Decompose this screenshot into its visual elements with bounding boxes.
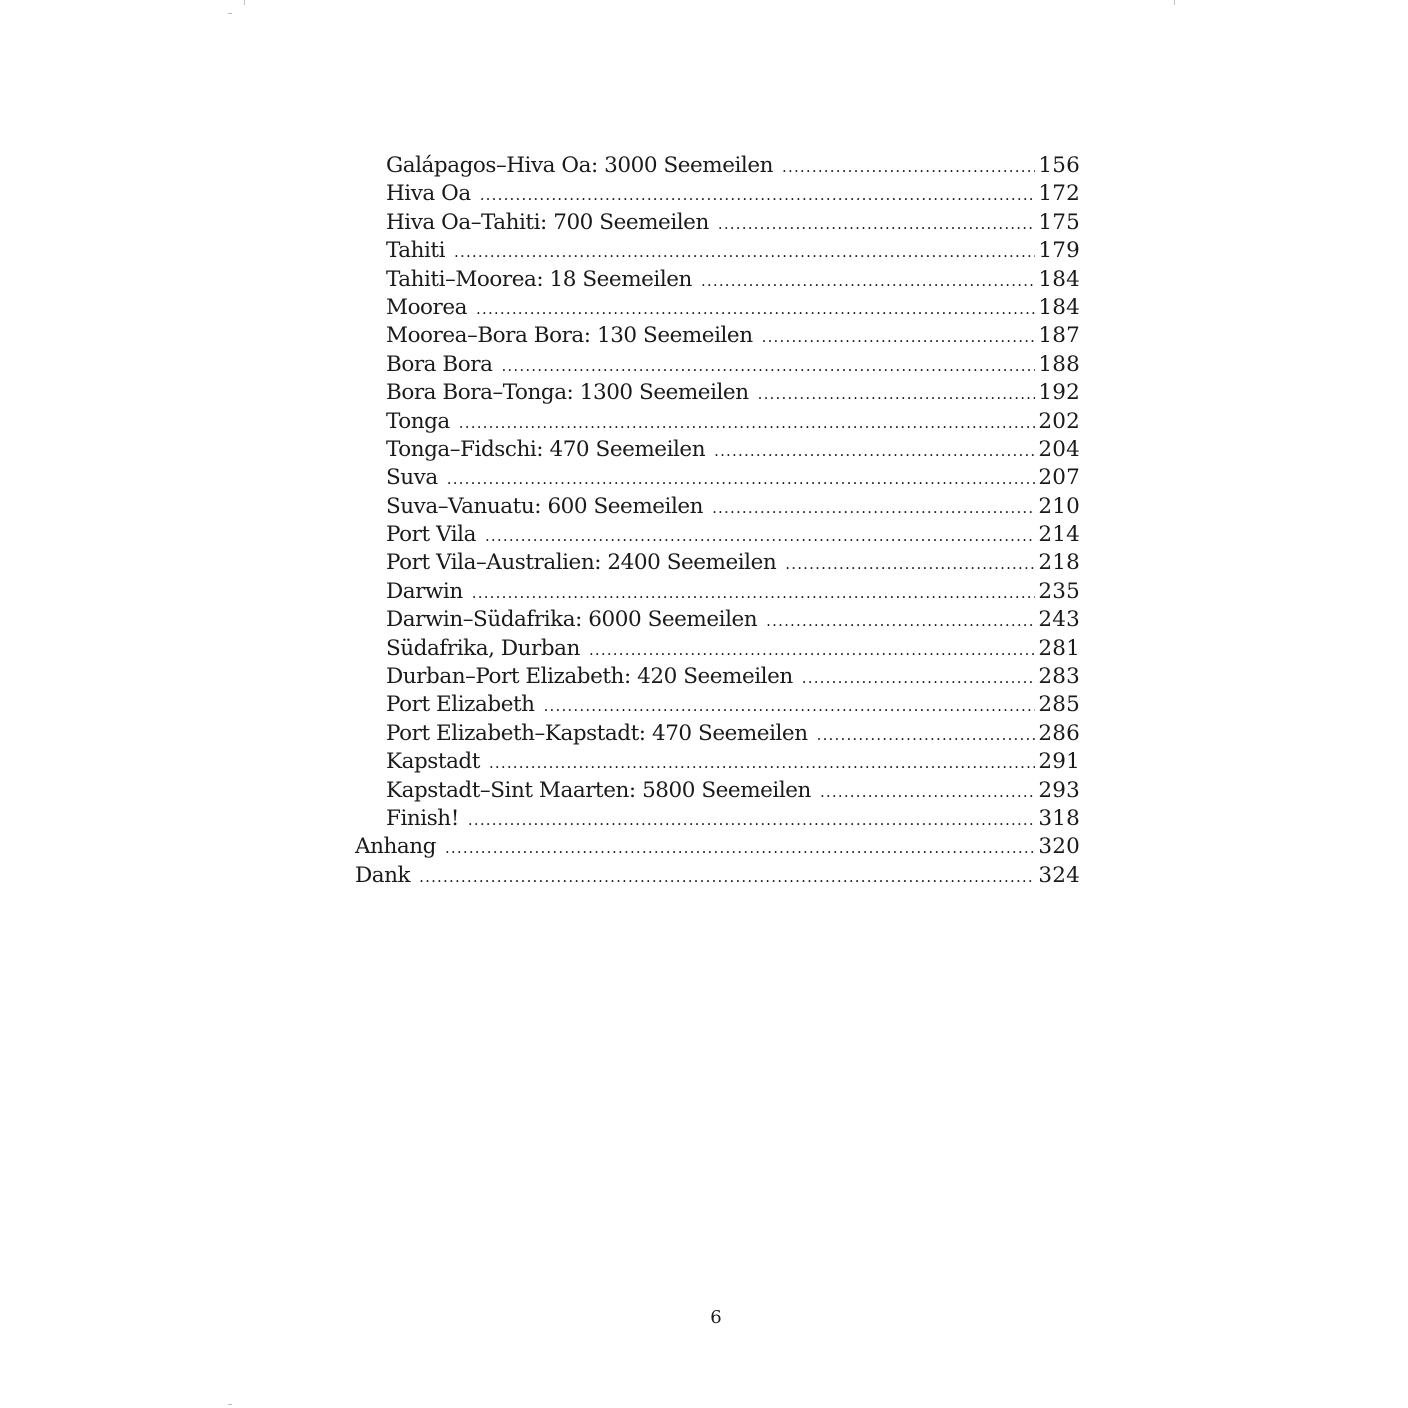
toc-dot-leader: [802, 664, 1036, 692]
toc-entry-title: Port Vila: [386, 522, 476, 548]
crop-mark: [228, 1404, 232, 1405]
toc-entry: [355, 152, 1080, 180]
toc-entry-title: Suva: [386, 465, 438, 491]
toc-entry-page: 235: [1038, 578, 1080, 604]
toc-entry-page: 285: [1038, 692, 1080, 718]
toc-entry: [355, 578, 1080, 606]
toc-dot-leader: [544, 692, 1036, 720]
toc-dot-leader: [589, 636, 1035, 664]
toc-entry: [355, 777, 1080, 805]
toc-dot-leader: [782, 153, 1035, 181]
toc-entry-page: 207: [1038, 465, 1080, 491]
toc-entry: [355, 351, 1080, 379]
toc-dot-leader: [785, 550, 1035, 578]
crop-mark: [228, 13, 232, 14]
toc-entry: [355, 549, 1080, 577]
toc-entry-page: 293: [1038, 777, 1080, 803]
toc-dot-leader: [419, 863, 1035, 891]
toc-entry-page: 320: [1038, 834, 1080, 860]
toc-entry-title: Durban–Port Elizabeth: 420 Seemeilen: [386, 664, 793, 690]
toc-entry-title: Darwin: [386, 578, 463, 604]
toc-entry-page: 172: [1038, 181, 1080, 207]
toc-dot-leader: [817, 721, 1036, 749]
toc-entry-title: Tonga: [386, 408, 450, 434]
toc-dot-leader: [445, 834, 1035, 862]
toc-entry-page: 204: [1038, 436, 1080, 462]
toc-entry-title: Suva–Vanuatu: 600 Seemeilen: [386, 493, 704, 519]
toc-entry-title: Bora Bora–Tonga: 1300 Seemeilen: [386, 380, 749, 406]
toc-entry-title: Kapstadt–Sint Maarten: 5800 Seemeilen: [386, 777, 811, 803]
toc-dot-leader: [480, 181, 1036, 209]
toc-entry-page: 192: [1038, 380, 1080, 406]
crop-mark: [1174, 0, 1175, 5]
toc-entry-page: 281: [1038, 635, 1080, 661]
toc-entry: [355, 606, 1080, 634]
toc-entry-title: Port Vila–Australien: 2400 Seemeilen: [386, 550, 777, 576]
toc-entry-title: Darwin–Südafrika: 6000 Seemeilen: [386, 607, 758, 633]
toc-entry-title: Südafrika, Durban: [386, 635, 580, 661]
toc-dot-leader: [701, 267, 1035, 295]
toc-entry: [355, 663, 1080, 691]
toc-entry-title: Tonga–Fidschi: 470 Seemeilen: [386, 436, 706, 462]
toc-dot-leader: [454, 238, 1035, 266]
toc-dot-leader: [447, 465, 1036, 493]
toc-entry-title: Tahiti: [386, 238, 446, 264]
toc-dot-leader: [472, 579, 1036, 607]
toc-entry-page: 218: [1038, 550, 1080, 576]
toc-entry: [355, 436, 1080, 464]
toc-dot-leader: [489, 749, 1035, 777]
toc-entry-page: 291: [1038, 749, 1080, 775]
toc-entry-title: Tahiti–Moorea: 18 Seemeilen: [386, 266, 692, 292]
crop-mark: [244, 0, 245, 5]
toc-entry: [355, 322, 1080, 350]
toc-entry: [355, 635, 1080, 663]
toc-entry: [355, 691, 1080, 719]
toc-entry-title: Anhang: [355, 834, 436, 860]
toc-dot-leader: [712, 494, 1035, 522]
toc-entry-page: 318: [1038, 805, 1080, 831]
toc-entry-page: 210: [1038, 493, 1080, 519]
page-number: 6: [710, 1307, 722, 1328]
toc-dot-leader: [501, 352, 1035, 380]
toc-entry-title: Dank: [355, 862, 411, 888]
toc-entry-title: Hiva Oa–Tahiti: 700 Seemeilen: [386, 209, 709, 235]
toc-entry-title: Moorea–Bora Bora: 130 Seemeilen: [386, 323, 753, 349]
toc-entry-page: 283: [1038, 664, 1080, 690]
toc-entry: [355, 521, 1080, 549]
toc-entry-page: 324: [1038, 862, 1080, 888]
toc-entry-page: 156: [1038, 153, 1080, 178]
toc-dot-leader: [476, 295, 1035, 323]
toc-entry-page: 184: [1038, 294, 1080, 320]
toc-entry-page: 214: [1038, 522, 1080, 548]
toc-dot-leader: [468, 806, 1035, 834]
toc-dot-leader: [762, 323, 1036, 351]
toc-entry: [355, 748, 1080, 776]
toc-entry-page: 187: [1038, 323, 1080, 349]
toc-entry: [355, 294, 1080, 322]
toc-entry-title: Port Elizabeth: [386, 692, 535, 718]
toc-entry: [355, 862, 1080, 890]
toc-entry: [355, 720, 1080, 748]
toc-entry-title: Hiva Oa: [386, 181, 471, 207]
toc-entry: [355, 237, 1080, 265]
toc-entry-title: Bora Bora: [386, 351, 493, 377]
toc-entry-page: 286: [1038, 720, 1080, 746]
toc-entry-title: Port Elizabeth–Kapstadt: 470 Seemeilen: [386, 720, 808, 746]
toc-entry: [355, 493, 1080, 521]
toc-entry: [355, 266, 1080, 294]
toc-entry-title: Galápagos–Hiva Oa: 3000 Seemeilen: [386, 153, 774, 178]
toc-entry-page: 175: [1038, 209, 1080, 235]
toc-entry-title: Kapstadt: [386, 749, 480, 775]
toc-dot-leader: [766, 607, 1035, 635]
toc-entry: [355, 180, 1080, 208]
table-of-contents: [355, 152, 1080, 890]
toc-entry: [355, 408, 1080, 436]
toc-entry-page: 188: [1038, 351, 1080, 377]
toc-dot-leader: [459, 409, 1036, 437]
toc-entry-page: 179: [1038, 238, 1080, 264]
toc-entry: [355, 209, 1080, 237]
toc-dot-leader: [485, 522, 1035, 550]
toc-entry: [355, 464, 1080, 492]
toc-entry-page: 243: [1038, 607, 1080, 633]
toc-dot-leader: [820, 778, 1035, 806]
toc-entry: [355, 379, 1080, 407]
toc-entry-page: 184: [1038, 266, 1080, 292]
toc-dot-leader: [758, 380, 1036, 408]
toc-dot-leader: [718, 210, 1036, 238]
toc-entry-title: Finish!: [386, 805, 459, 831]
toc-entry: [355, 833, 1080, 861]
toc-entry-title: Moorea: [386, 294, 468, 320]
toc-entry: [355, 805, 1080, 833]
toc-entry-page: 202: [1038, 408, 1080, 434]
toc-dot-leader: [714, 437, 1035, 465]
